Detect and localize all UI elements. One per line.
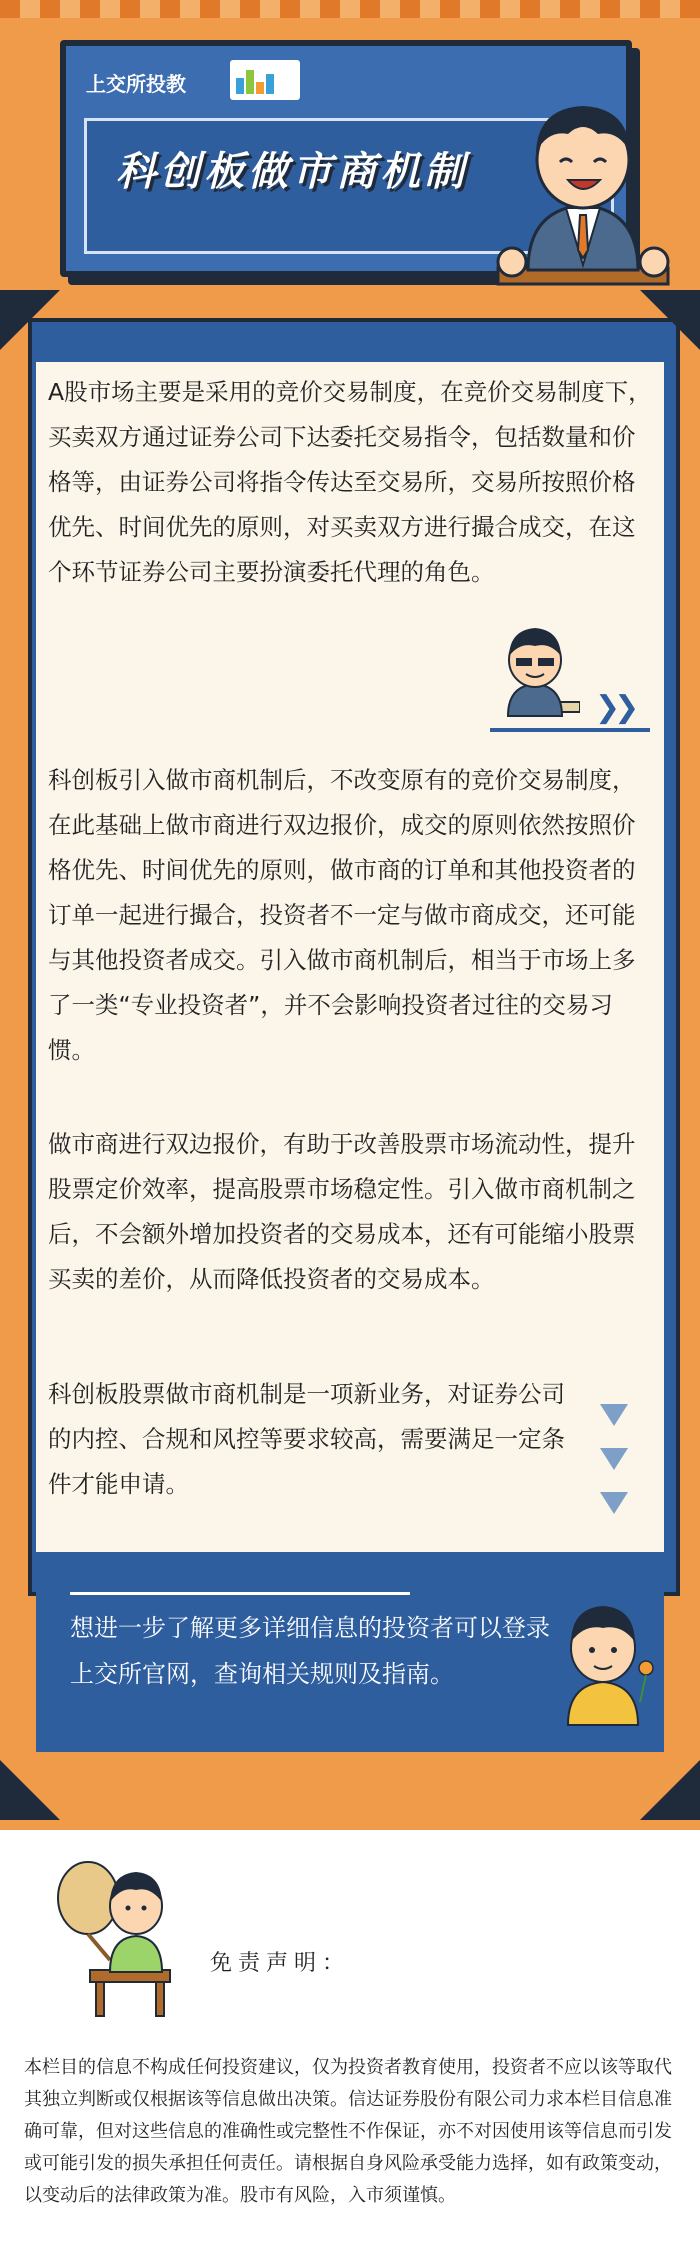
triangle-down-icon [600,1404,628,1426]
paragraph-4: 科创板股票做市商机制是一项新业务，对证券公司的内控、合规和风控等要求较高，需要满足一定条件才能申请。 [48,1380,565,1498]
corner-decoration [0,1760,60,1820]
page-title: 科创板做市商机制 [116,149,468,195]
cartoon-boy-fan-icon [50,1850,190,2020]
paragraph-1: A股市场主要是采用的竞价交易制度，在竞价交易制度下，买卖双方通过证券公司下达委托交易指令，包括数量和价格等，由证券公司将指令传达至交易所，交易所按照价格优先、时间优先的原则，对买卖双方进行撮合成交，在这个环节证券公司主要扮演委托代理的角色。 [48,378,652,586]
double-chevron-icon: ❯❯ [595,690,634,725]
brand-label: 上交所投教 [86,72,186,96]
disclaimer-text: 本栏目的信息不构成任何投资建议，仅为投资者教育使用，投资者不应以该等取代其独立判断或仅根据该等信息做出决策。信达证券股份有限公司力求本栏目信息准确可靠，但对这些信息的准确性或完整性不作保证，亦不对因使用该等信息而引发或可能引发的损失承担任何责任。请根据自身风险承受能力选择，如有政策变动，以变动后的法律政策为准。股市有风险，入市须谨慎。 [24,2057,672,2206]
card-top-strip [36,340,664,362]
brand-logo-icon [230,60,300,100]
cta-text: 想进一步了解更多详细信息的投资者可以登录上交所官网，查询相关规则及指南。 [70,1614,550,1688]
triangle-down-icon [600,1448,628,1470]
cartoon-boy-sunglasses-icon [490,620,580,720]
paragraph-3: 做市商进行双边报价，有助于改善股票市场流动性，提升股票定价效率，提高股票市场稳定性。引入做市商机制之后，不会额外增加投资者的交易成本，还有可能缩小股票买卖的差价，从而降低投资者的交易成本。 [48,1130,636,1293]
cartoon-boy-flower-icon [548,1590,658,1730]
corner-decoration [640,1760,700,1820]
disclaimer-title: 免责声明： [210,1951,351,1976]
top-stripe [0,0,700,18]
triangle-down-icon [600,1492,628,1514]
cartoon-boy-header-icon [488,90,678,290]
cta-rule [70,1592,410,1595]
paragraph-2: 科创板引入做市商机制后，不改变原有的竞价交易制度，在此基础上做市商进行双边报价，成交的原则依然按照价格优先、时间优先的原则，做市商的订单和其他投资者的订单一起进行撮合，投资者不一定与做市商成交，还可能与其他投资者成交。引入做市商机制后，相当于市场上多了一类“专业投资者”，并不会影响投资者过往的交易习惯。 [48,766,636,1064]
section-divider [490,728,650,732]
